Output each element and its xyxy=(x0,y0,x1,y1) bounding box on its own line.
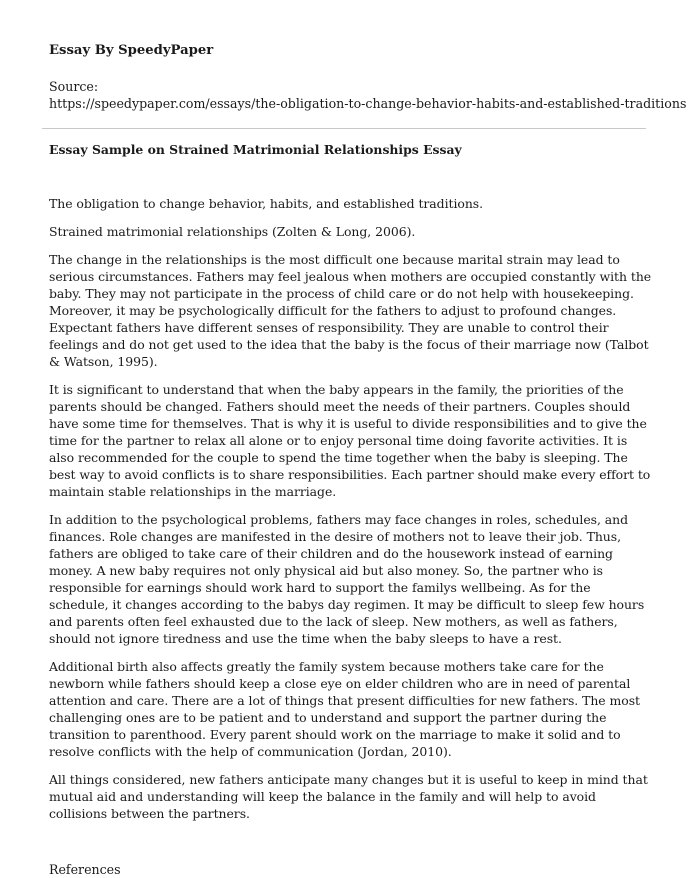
paragraph-conclusion: All things considered, new fathers anticipate many changes but it is useful to keep in mind that mutual aid and understanding will keep the balance in the family and will help to avoid collisions between the partners. xyxy=(49,772,648,821)
source-url: https://speedypaper.com/essays/the-obligation-to-change-behavior-habits-and-established-traditions xyxy=(49,96,687,111)
paragraph-roles: In addition to the psychological problems, fathers may face changes in roles, schedules, and finances. Role changes are manifested in the desire of mothers not to leave their job. Thus, fathers are obliged to take care of their children and do the housework instead of earning money. A new baby requires not only physical aid but also money. So, the partner who is responsible for earnings should work hard to support the familys wellbeing. As for the schedule, it changes according to the babys day regimen. It may be difficult to sleep few hours and parents often feel exhausted due to the lack of sleep. New mothers, as well as fathers, should not ignore tiredness and use the time when the baby sleeps to have a rest. xyxy=(49,512,645,646)
essay-body xyxy=(49,195,652,822)
paragraph-priorities: It is significant to understand that when the baby appears in the family, the priorities of the parents should be changed. Fathers should meet the needs of their partners. Couples should have some time for themselves. That is why it is useful to divide responsibilities and to give the time for the partner to relax all alone or to enjoy personal time doing favorite activities. It is also recommended for the couple to spend the time together when the baby is sleeping. The best way to avoid conflicts is to share responsibilities. Each partner should make every effort to maintain stable relationships in the marriage. xyxy=(49,382,651,499)
paragraph-intro: The obligation to change behavior, habits, and established traditions. xyxy=(49,196,484,211)
paragraph-family-system: Additional birth also affects greatly the family system because mothers take care for the newborn while fathers should keep a close eye on elder children who are in need of parental attention and care. There are a lot of things that present difficulties for new fathers. The most challenging ones are to be patient and to understand and support the partner during the transition to parenthood. Every parent should work on the marriage to make it solid and to resolve conflicts with the help of communication (Jordan, 2010). xyxy=(49,659,640,759)
header-divider xyxy=(42,128,646,129)
source-label: Source: xyxy=(49,79,99,94)
paragraph-subheading: Strained matrimonial relationships (Zolten & Long, 2006). xyxy=(49,224,416,239)
paragraph-relationships: The change in the relationships is the most difficult one because marital strain may lead to serious circumstances. Fathers may feel jealous when mothers are occupied constantly with the baby. They may not participate in the process of child care or do not help with housekeeping. Moreover, it may be psychologically difficult for the fathers to adjust to profound changes. Expectant fathers have different senses of responsibility. They are unable to control their feelings and do not get used to the idea that the baby is the focus of their marriage now (Talbot & Watson, 1995). xyxy=(49,252,652,369)
references-heading: References xyxy=(49,862,121,877)
brand-title: Essay By SpeedyPaper xyxy=(49,43,214,58)
essay-title: Essay Sample on Strained Matrimonial Relationships Essay xyxy=(49,142,462,157)
